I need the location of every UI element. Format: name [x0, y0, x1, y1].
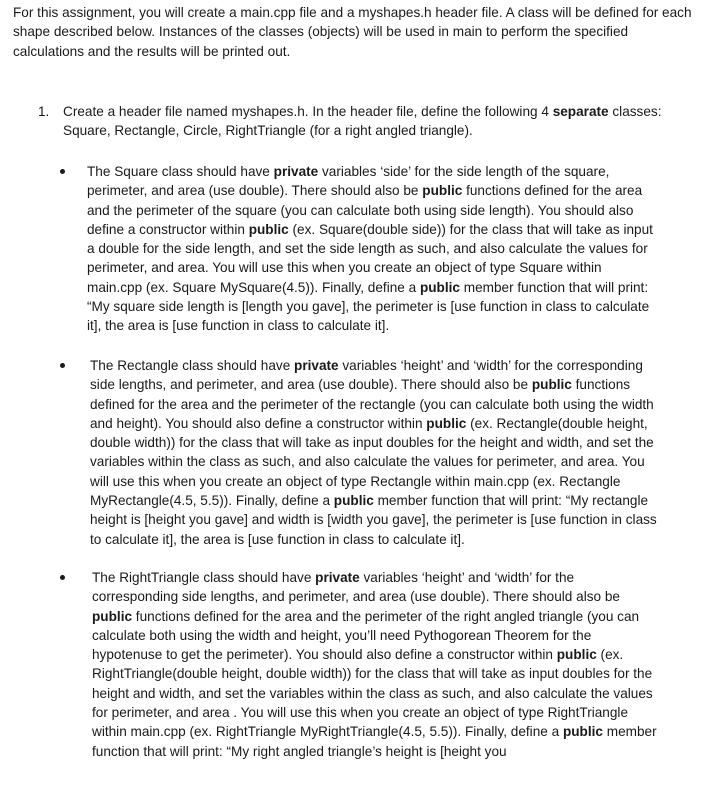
- bold-run: public: [531, 377, 572, 393]
- bold-run: private: [315, 570, 360, 585]
- text-run: (ex. Square(double side)) for the class that will take as input a double for the side length, and set the side length as such, and also calculate the values for perimeter, and area. You will use this when you create an object of type Square within main.cpp (ex. Square MySquare(4.5)). Finally, define a: [87, 221, 653, 295]
- bold-run: public: [92, 608, 133, 624]
- bold-run: public: [333, 493, 374, 509]
- text-run: variables ‘side’ for the side length of the square, perimeter, and area (use double). There should also be: [87, 164, 610, 199]
- bold-run: private: [294, 358, 339, 373]
- bullet-text-rectangle: [90, 356, 662, 549]
- text-run: functions defined for the area and the perimeter of the square (you can calculate both using side length). You should also define a constructor within: [87, 183, 643, 237]
- text-run: The Square class should have: [87, 164, 274, 179]
- bold-run: public: [419, 279, 460, 295]
- bold-run: public: [426, 415, 467, 431]
- text-run: Create a header file named myshapes.h. In the header file, define the following 4: [63, 104, 553, 119]
- text-run: member function that will print: “My rectangle height is [height you gave] and width is [width you gave], the perimeter is [use function in class to calculate it], the area is [use function in class to calculate it].: [90, 493, 657, 547]
- bullet-text-square: [87, 162, 659, 336]
- bold-run: private: [273, 164, 319, 179]
- bullet-icon: [60, 575, 65, 580]
- text-run: variables ‘height’ and ‘width’ for the corresponding side lengths, and perimeter, and area (use double). There should also be: [92, 570, 620, 605]
- bold-run: separate: [552, 104, 609, 119]
- text-run: classes: Square, Rectangle, Circle, RightTriangle (for a right angled triangle).: [63, 104, 662, 139]
- intro-paragraph: For this assignment, you will create a main.cpp file and a myshapes.h header file. A class will be defined for each shape described below. Instances of the classes (objects) will be used in main to perform the specified calculations and the results will be printed out.: [13, 5, 692, 59]
- bold-run: public: [422, 183, 463, 199]
- list-number: 1.: [38, 104, 50, 119]
- text-run: (ex. Rectangle(double height, double width)) for the class that will take as input doubles for the height and width, and set the variables within the class as such, and also calculate the values for perimeter, and area. You will use this when you create an object of type Rectangle within main.cpp (ex. Rectangle MyRectangle(4.5, 5.5)). Finally, define a: [90, 415, 654, 509]
- text-run: functions defined for the area and the perimeter of the rectangle (you can calculate both using the width and height). You should also define a constructor within: [90, 377, 654, 431]
- text-run: (ex. RightTriangle(double height, double width)) for the class that will take as input doubles for the height and width, and set the variables within the class as such, and also calculate the values for perimeter, and area . You will use this when you create an object of type RightTriangle within main.cpp (ex. RightTriangle MyRightTriangle(4.5, 5.5)). Finally, define a: [92, 647, 653, 740]
- bold-run: public: [556, 647, 597, 663]
- text-run: member function that will print: “My right angled triangle’s height is [height you: [92, 724, 657, 759]
- text-run: member function that will print: “My square side length is [length you gave], the perimeter is [use function in class to calculate it], the area is [use function in class to calculate it].: [87, 279, 650, 334]
- text-run: variables ‘height’ and ‘width’ for the corresponding side lengths, and perimeter, and area (use double). There should also be: [90, 358, 643, 393]
- bullet-icon: [60, 169, 65, 174]
- list-item-text: [63, 102, 673, 141]
- text-run: The RightTriangle class should have: [92, 570, 316, 585]
- bullet-text-righttriangle: [92, 568, 662, 761]
- bold-run: public: [562, 724, 603, 740]
- text-run: The Rectangle class should have: [90, 358, 295, 373]
- bold-run: public: [248, 221, 289, 237]
- text-run: functions defined for the area and the perimeter of the right angled triangle (you can calculate both using the width and height, you’ll need Pythogorean Theorem for the hypotenuse to get the perimeter). You should also define a constructor within: [92, 608, 640, 663]
- bullet-icon: [60, 363, 65, 368]
